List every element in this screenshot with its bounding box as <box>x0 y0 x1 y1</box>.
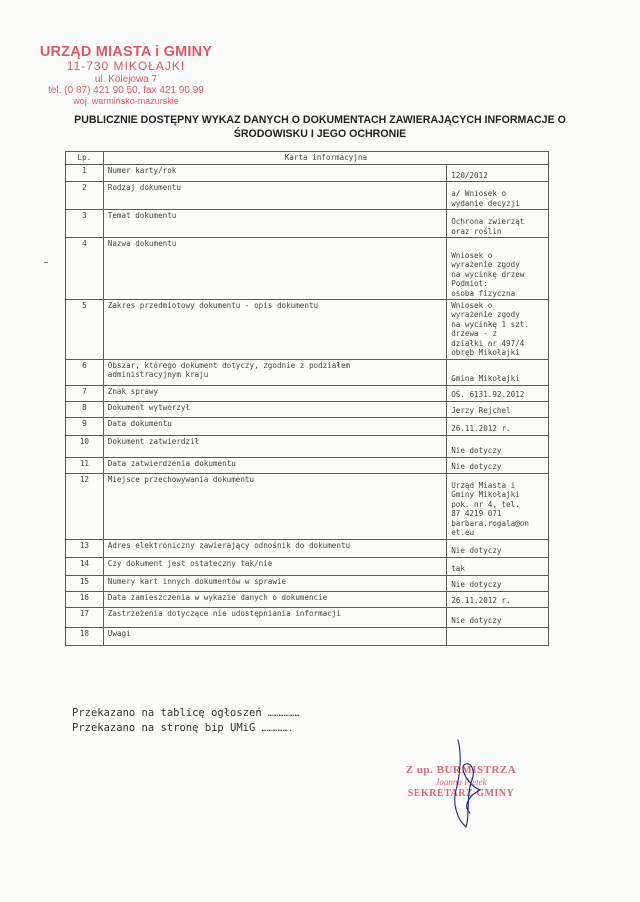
table-row <box>66 457 549 473</box>
table-row <box>66 182 549 210</box>
row-number: 13 <box>66 539 104 557</box>
row-number: 7 <box>66 385 104 401</box>
row-value: tak <box>447 557 549 575</box>
row-number: 5 <box>66 300 104 360</box>
handwritten-signature <box>440 735 500 835</box>
row-value: Nie dotyczy <box>447 607 549 627</box>
table-row <box>66 557 549 575</box>
document-title <box>60 113 580 141</box>
row-number: 14 <box>66 557 104 575</box>
footer-notice-board <box>72 706 300 721</box>
table-row <box>66 627 549 645</box>
row-number: 8 <box>66 401 104 417</box>
table-row <box>66 165 549 182</box>
row-value: Jerzy Rejchel <box>447 401 549 417</box>
row-value: Gmina Mikołajki <box>447 359 549 385</box>
title-line-2: ŚRODOWISKU I JEGO OCHRONIE <box>233 128 407 141</box>
table-row <box>66 591 549 607</box>
header-card: Karta informacyjna <box>103 152 548 165</box>
row-value: Wniosek o wyrażenie zgody na wycinkę drzew Podmiot: osoba fizyczna <box>447 238 549 300</box>
row-value: Nie dotyczy <box>447 457 549 473</box>
row-value <box>447 627 549 645</box>
table-row <box>66 300 549 360</box>
row-label: Dokument zatwierdził <box>103 435 446 457</box>
header-lp: Lp. <box>66 152 104 165</box>
row-label: Adres elektroniczny zawierający odnośnik do dokumentu <box>103 539 446 557</box>
row-number: 15 <box>66 575 104 591</box>
stamp-voivodeship: woj. warmińsko-mazurskie <box>73 96 179 107</box>
table-row <box>66 359 549 385</box>
signature-stamp-authority: Z up. BURMISTRZA <box>405 764 517 776</box>
table-row <box>66 435 549 457</box>
footer-notice-board-dots: ……………… <box>267 709 300 718</box>
table-row <box>66 607 549 627</box>
row-label: Data dokumentu <box>103 417 446 435</box>
row-value: Ochrona zwierząt oraz roślin <box>447 210 549 238</box>
row-label: Numer karty/rok <box>103 165 446 182</box>
row-value: 120/2012 <box>447 165 549 182</box>
row-value: Nie dotyczy <box>447 435 549 457</box>
row-value: 26.11.2012 r. <box>447 417 549 435</box>
row-label: Data zamieszczenia w wykazie danych o dokumencie <box>103 591 446 607</box>
stamp-phone-fax: tel. (0 87) 421 90 50, fax 421 90 99 <box>48 84 204 96</box>
signature-stamp-role: SEKRETARZ GMINY <box>407 787 515 799</box>
row-number: 17 <box>66 607 104 627</box>
table-header-row <box>66 152 549 165</box>
footer-bip-page-dots: ……………. <box>261 724 294 734</box>
row-label: Nazwa dokumentu <box>103 238 446 300</box>
table-row <box>66 385 549 401</box>
office-stamp <box>26 44 226 106</box>
row-number: 10 <box>66 435 104 457</box>
row-label: Rodzaj dokumentu <box>103 182 446 210</box>
stamp-street: ul. Kolejowa 7 <box>94 73 158 85</box>
table-row <box>66 401 549 417</box>
table-row <box>66 473 549 539</box>
row-label: Czy dokument jest ostateczny tak/nie <box>103 557 446 575</box>
row-value: OŚ. 6131.92.2012 <box>447 385 549 401</box>
row-number: 12 <box>66 473 104 539</box>
row-value: Urząd Miasta i Gminy Mikołajki pok. nr 4, tel. 87 4219 071 barbara.rogala@on et.eu <box>447 473 549 539</box>
row-value: Nie dotyczy <box>447 539 549 557</box>
row-number: 2 <box>66 182 104 210</box>
footer-notes <box>72 706 300 736</box>
table-row <box>66 417 549 435</box>
row-number: 4 <box>66 238 104 300</box>
row-number: 1 <box>66 165 104 182</box>
row-value: 26.11.2012 r. <box>447 591 549 607</box>
row-value: Wniosek o wyrażenie zgody na wycinkę 1 szt. drzewa - z działki nr 497/4 obręb Mikołajki <box>447 300 549 360</box>
row-label: Obszar, którego dokument dotyczy, zgodnie z podziałem administracyjnym kraju <box>103 359 446 385</box>
signature-stamp-name: Joanna Pietek <box>435 777 487 788</box>
row-number: 18 <box>66 627 104 645</box>
row-number: 3 <box>66 210 104 238</box>
row-label: Zastrzeżenia dotyczące nie udostępniania informacji <box>103 607 446 627</box>
row-label: Miejsce przechowywania dokumentu <box>103 473 446 539</box>
row-value: Nie dotyczy <box>447 575 549 591</box>
row-number: 9 <box>66 417 104 435</box>
row-label: Dokument wytworzył <box>103 401 446 417</box>
row-label: Uwagi <box>103 627 446 645</box>
row-label: Numery kart innych dokumentów w sprawie <box>103 575 446 591</box>
footer-notice-board-label: Przekazano na tablicę ogłoszeń <box>72 707 262 719</box>
row-number: 11 <box>66 457 104 473</box>
stamp-office-name: URZĄD MIASTA i GMINY <box>39 44 213 60</box>
stamp-postal-city: 11-730 MIKOŁAJKI <box>66 59 186 74</box>
footer-bip-page-label: Przekazano na stronę bip UMiG <box>72 722 256 735</box>
row-label: Zakres przedmiotowy dokumentu - opis dokumentu <box>103 300 446 360</box>
information-card-table <box>65 151 549 646</box>
row-label: Znak sprawy <box>103 385 446 401</box>
row-number: 16 <box>66 591 104 607</box>
row-label: Temat dokumentu <box>103 210 446 238</box>
table-row <box>66 238 549 300</box>
row-number: 6 <box>66 359 104 385</box>
row-value: a/ Wniosek o wydanie decyzji <box>447 182 549 210</box>
footer-bip-page <box>72 721 300 736</box>
table-row <box>66 539 549 557</box>
scan-mark <box>44 262 48 263</box>
row-label: Data zatwierdzenia dokumentu <box>103 457 446 473</box>
table-row <box>66 575 549 591</box>
table-row <box>66 210 549 238</box>
title-line-1: PUBLICZNIE DOSTĘPNY WYKAZ DANYCH O DOKUMENTACH ZAWIERAJĄCYCH INFORMACJE O <box>74 114 566 126</box>
